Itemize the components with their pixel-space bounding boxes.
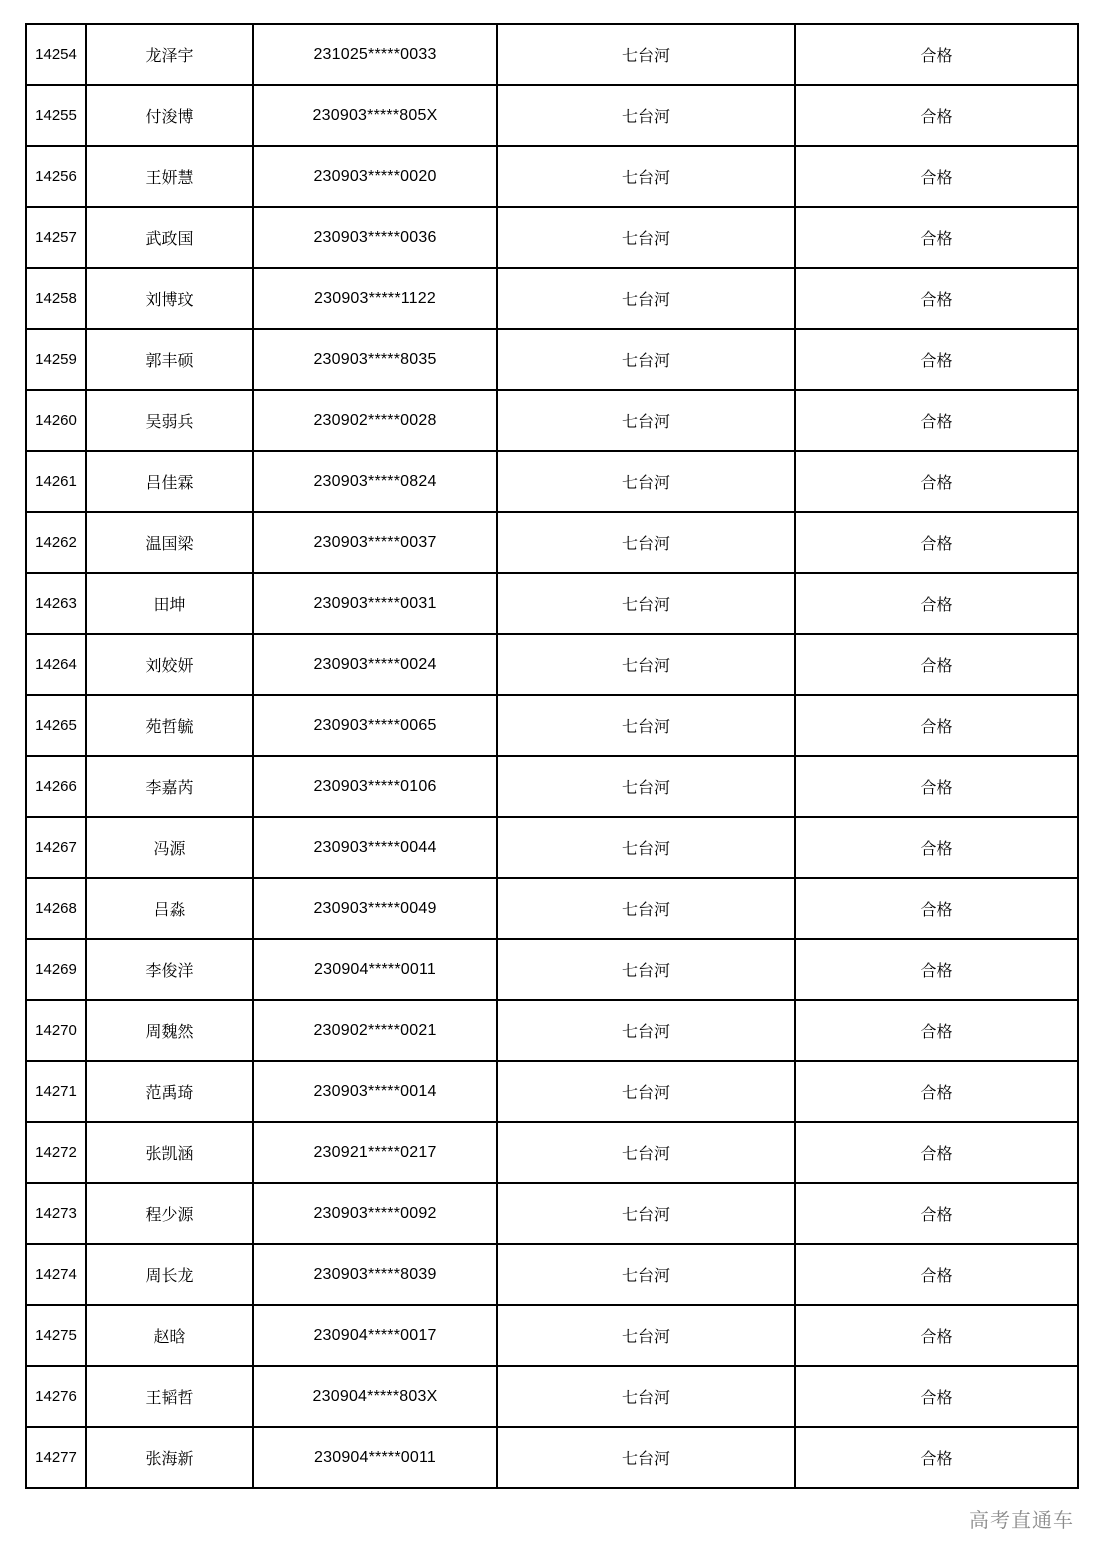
cell-area: 七台河: [497, 939, 795, 1000]
cell-area: 七台河: [497, 756, 795, 817]
table-row: [26, 1000, 1078, 1061]
cell-seq: 14255: [26, 85, 86, 146]
table-row: [26, 878, 1078, 939]
cell-name: 刘姣妍: [86, 634, 253, 695]
cell-id-number: 231025*****0033: [253, 24, 497, 85]
cell-id-number: 230903*****0031: [253, 573, 497, 634]
table-row: [26, 268, 1078, 329]
cell-seq: 14268: [26, 878, 86, 939]
table-row: [26, 817, 1078, 878]
cell-seq: 14262: [26, 512, 86, 573]
cell-name: 张海新: [86, 1427, 253, 1488]
cell-id-number: 230903*****805X: [253, 85, 497, 146]
cell-id-number: 230903*****8035: [253, 329, 497, 390]
watermark-text: 高考直通车: [969, 1508, 1074, 1532]
cell-id-number: 230903*****0044: [253, 817, 497, 878]
cell-id-number: 230904*****0011: [253, 939, 497, 1000]
table-row: [26, 146, 1078, 207]
cell-result: 合格: [795, 329, 1078, 390]
cell-result: 合格: [795, 207, 1078, 268]
cell-seq: 14272: [26, 1122, 86, 1183]
cell-area: 七台河: [497, 695, 795, 756]
cell-id-number: 230903*****0092: [253, 1183, 497, 1244]
table-row: [26, 85, 1078, 146]
cell-area: 七台河: [497, 451, 795, 512]
cell-seq: 14264: [26, 634, 86, 695]
cell-seq: 14260: [26, 390, 86, 451]
cell-id-number: 230904*****0017: [253, 1305, 497, 1366]
cell-result: 合格: [795, 695, 1078, 756]
cell-area: 七台河: [497, 878, 795, 939]
results-table: [25, 23, 1079, 1489]
cell-area: 七台河: [497, 634, 795, 695]
cell-area: 七台河: [497, 390, 795, 451]
cell-name: 龙泽宇: [86, 24, 253, 85]
table-row: [26, 1061, 1078, 1122]
cell-seq: 14258: [26, 268, 86, 329]
cell-name: 周长龙: [86, 1244, 253, 1305]
cell-result: 合格: [795, 1366, 1078, 1427]
cell-name: 吴弱兵: [86, 390, 253, 451]
cell-name: 冯源: [86, 817, 253, 878]
cell-name: 苑哲毓: [86, 695, 253, 756]
cell-area: 七台河: [497, 1366, 795, 1427]
cell-area: 七台河: [497, 329, 795, 390]
cell-result: 合格: [795, 1061, 1078, 1122]
cell-id-number: 230903*****0014: [253, 1061, 497, 1122]
table-row: [26, 1122, 1078, 1183]
cell-seq: 14276: [26, 1366, 86, 1427]
cell-result: 合格: [795, 878, 1078, 939]
table-row: [26, 695, 1078, 756]
cell-id-number: 230903*****0036: [253, 207, 497, 268]
cell-result: 合格: [795, 1244, 1078, 1305]
cell-area: 七台河: [497, 1000, 795, 1061]
cell-name: 周魏然: [86, 1000, 253, 1061]
cell-name: 李嘉芮: [86, 756, 253, 817]
cell-name: 刘博玟: [86, 268, 253, 329]
cell-area: 七台河: [497, 1183, 795, 1244]
cell-name: 郭丰硕: [86, 329, 253, 390]
cell-area: 七台河: [497, 512, 795, 573]
cell-name: 温国梁: [86, 512, 253, 573]
cell-area: 七台河: [497, 146, 795, 207]
cell-seq: 14274: [26, 1244, 86, 1305]
cell-name: 李俊洋: [86, 939, 253, 1000]
cell-area: 七台河: [497, 1122, 795, 1183]
cell-id-number: 230903*****0020: [253, 146, 497, 207]
cell-seq: 14263: [26, 573, 86, 634]
cell-name: 田坤: [86, 573, 253, 634]
cell-result: 合格: [795, 634, 1078, 695]
cell-result: 合格: [795, 1000, 1078, 1061]
cell-result: 合格: [795, 817, 1078, 878]
table-row: [26, 1427, 1078, 1488]
cell-area: 七台河: [497, 1061, 795, 1122]
table-row: [26, 451, 1078, 512]
cell-seq: 14259: [26, 329, 86, 390]
cell-area: 七台河: [497, 1244, 795, 1305]
cell-seq: 14261: [26, 451, 86, 512]
cell-id-number: 230903*****0106: [253, 756, 497, 817]
cell-result: 合格: [795, 939, 1078, 1000]
cell-name: 张凯涵: [86, 1122, 253, 1183]
cell-seq: 14271: [26, 1061, 86, 1122]
cell-name: 付浚博: [86, 85, 253, 146]
cell-area: 七台河: [497, 1305, 795, 1366]
cell-id-number: 230903*****0024: [253, 634, 497, 695]
cell-name: 范禹琦: [86, 1061, 253, 1122]
table-row: [26, 329, 1078, 390]
cell-name: 王妍慧: [86, 146, 253, 207]
cell-seq: 14256: [26, 146, 86, 207]
cell-result: 合格: [795, 1183, 1078, 1244]
cell-id-number: 230903*****1122: [253, 268, 497, 329]
cell-result: 合格: [795, 146, 1078, 207]
cell-result: 合格: [795, 24, 1078, 85]
cell-seq: 14277: [26, 1427, 86, 1488]
results-table-body: [26, 24, 1078, 1488]
table-row: [26, 939, 1078, 1000]
cell-area: 七台河: [497, 207, 795, 268]
cell-result: 合格: [795, 1427, 1078, 1488]
cell-seq: 14267: [26, 817, 86, 878]
cell-result: 合格: [795, 512, 1078, 573]
cell-result: 合格: [795, 756, 1078, 817]
cell-seq: 14273: [26, 1183, 86, 1244]
cell-area: 七台河: [497, 1427, 795, 1488]
cell-area: 七台河: [497, 85, 795, 146]
cell-result: 合格: [795, 1305, 1078, 1366]
table-row: [26, 756, 1078, 817]
table-row: [26, 1183, 1078, 1244]
table-row: [26, 24, 1078, 85]
table-row: [26, 573, 1078, 634]
cell-area: 七台河: [497, 817, 795, 878]
cell-name: 赵晗: [86, 1305, 253, 1366]
cell-seq: 14265: [26, 695, 86, 756]
cell-id-number: 230903*****0049: [253, 878, 497, 939]
cell-id-number: 230904*****0011: [253, 1427, 497, 1488]
cell-result: 合格: [795, 268, 1078, 329]
cell-area: 七台河: [497, 573, 795, 634]
cell-id-number: 230903*****8039: [253, 1244, 497, 1305]
cell-id-number: 230903*****0824: [253, 451, 497, 512]
cell-result: 合格: [795, 390, 1078, 451]
cell-area: 七台河: [497, 268, 795, 329]
cell-result: 合格: [795, 85, 1078, 146]
table-row: [26, 207, 1078, 268]
cell-name: 吕佳霖: [86, 451, 253, 512]
cell-result: 合格: [795, 573, 1078, 634]
cell-name: 吕淼: [86, 878, 253, 939]
table-row: [26, 512, 1078, 573]
table-row: [26, 1244, 1078, 1305]
cell-id-number: 230902*****0021: [253, 1000, 497, 1061]
cell-name: 武政国: [86, 207, 253, 268]
cell-id-number: 230904*****803X: [253, 1366, 497, 1427]
results-table-container: [25, 23, 1077, 1489]
cell-area: 七台河: [497, 24, 795, 85]
cell-seq: 14270: [26, 1000, 86, 1061]
cell-id-number: 230902*****0028: [253, 390, 497, 451]
cell-id-number: 230921*****0217: [253, 1122, 497, 1183]
table-row: [26, 390, 1078, 451]
cell-seq: 14275: [26, 1305, 86, 1366]
cell-seq: 14266: [26, 756, 86, 817]
cell-result: 合格: [795, 451, 1078, 512]
cell-id-number: 230903*****0037: [253, 512, 497, 573]
cell-seq: 14257: [26, 207, 86, 268]
table-row: [26, 1366, 1078, 1427]
cell-id-number: 230903*****0065: [253, 695, 497, 756]
cell-seq: 14269: [26, 939, 86, 1000]
cell-name: 程少源: [86, 1183, 253, 1244]
table-row: [26, 634, 1078, 695]
cell-result: 合格: [795, 1122, 1078, 1183]
cell-seq: 14254: [26, 24, 86, 85]
cell-name: 王韬哲: [86, 1366, 253, 1427]
table-row: [26, 1305, 1078, 1366]
